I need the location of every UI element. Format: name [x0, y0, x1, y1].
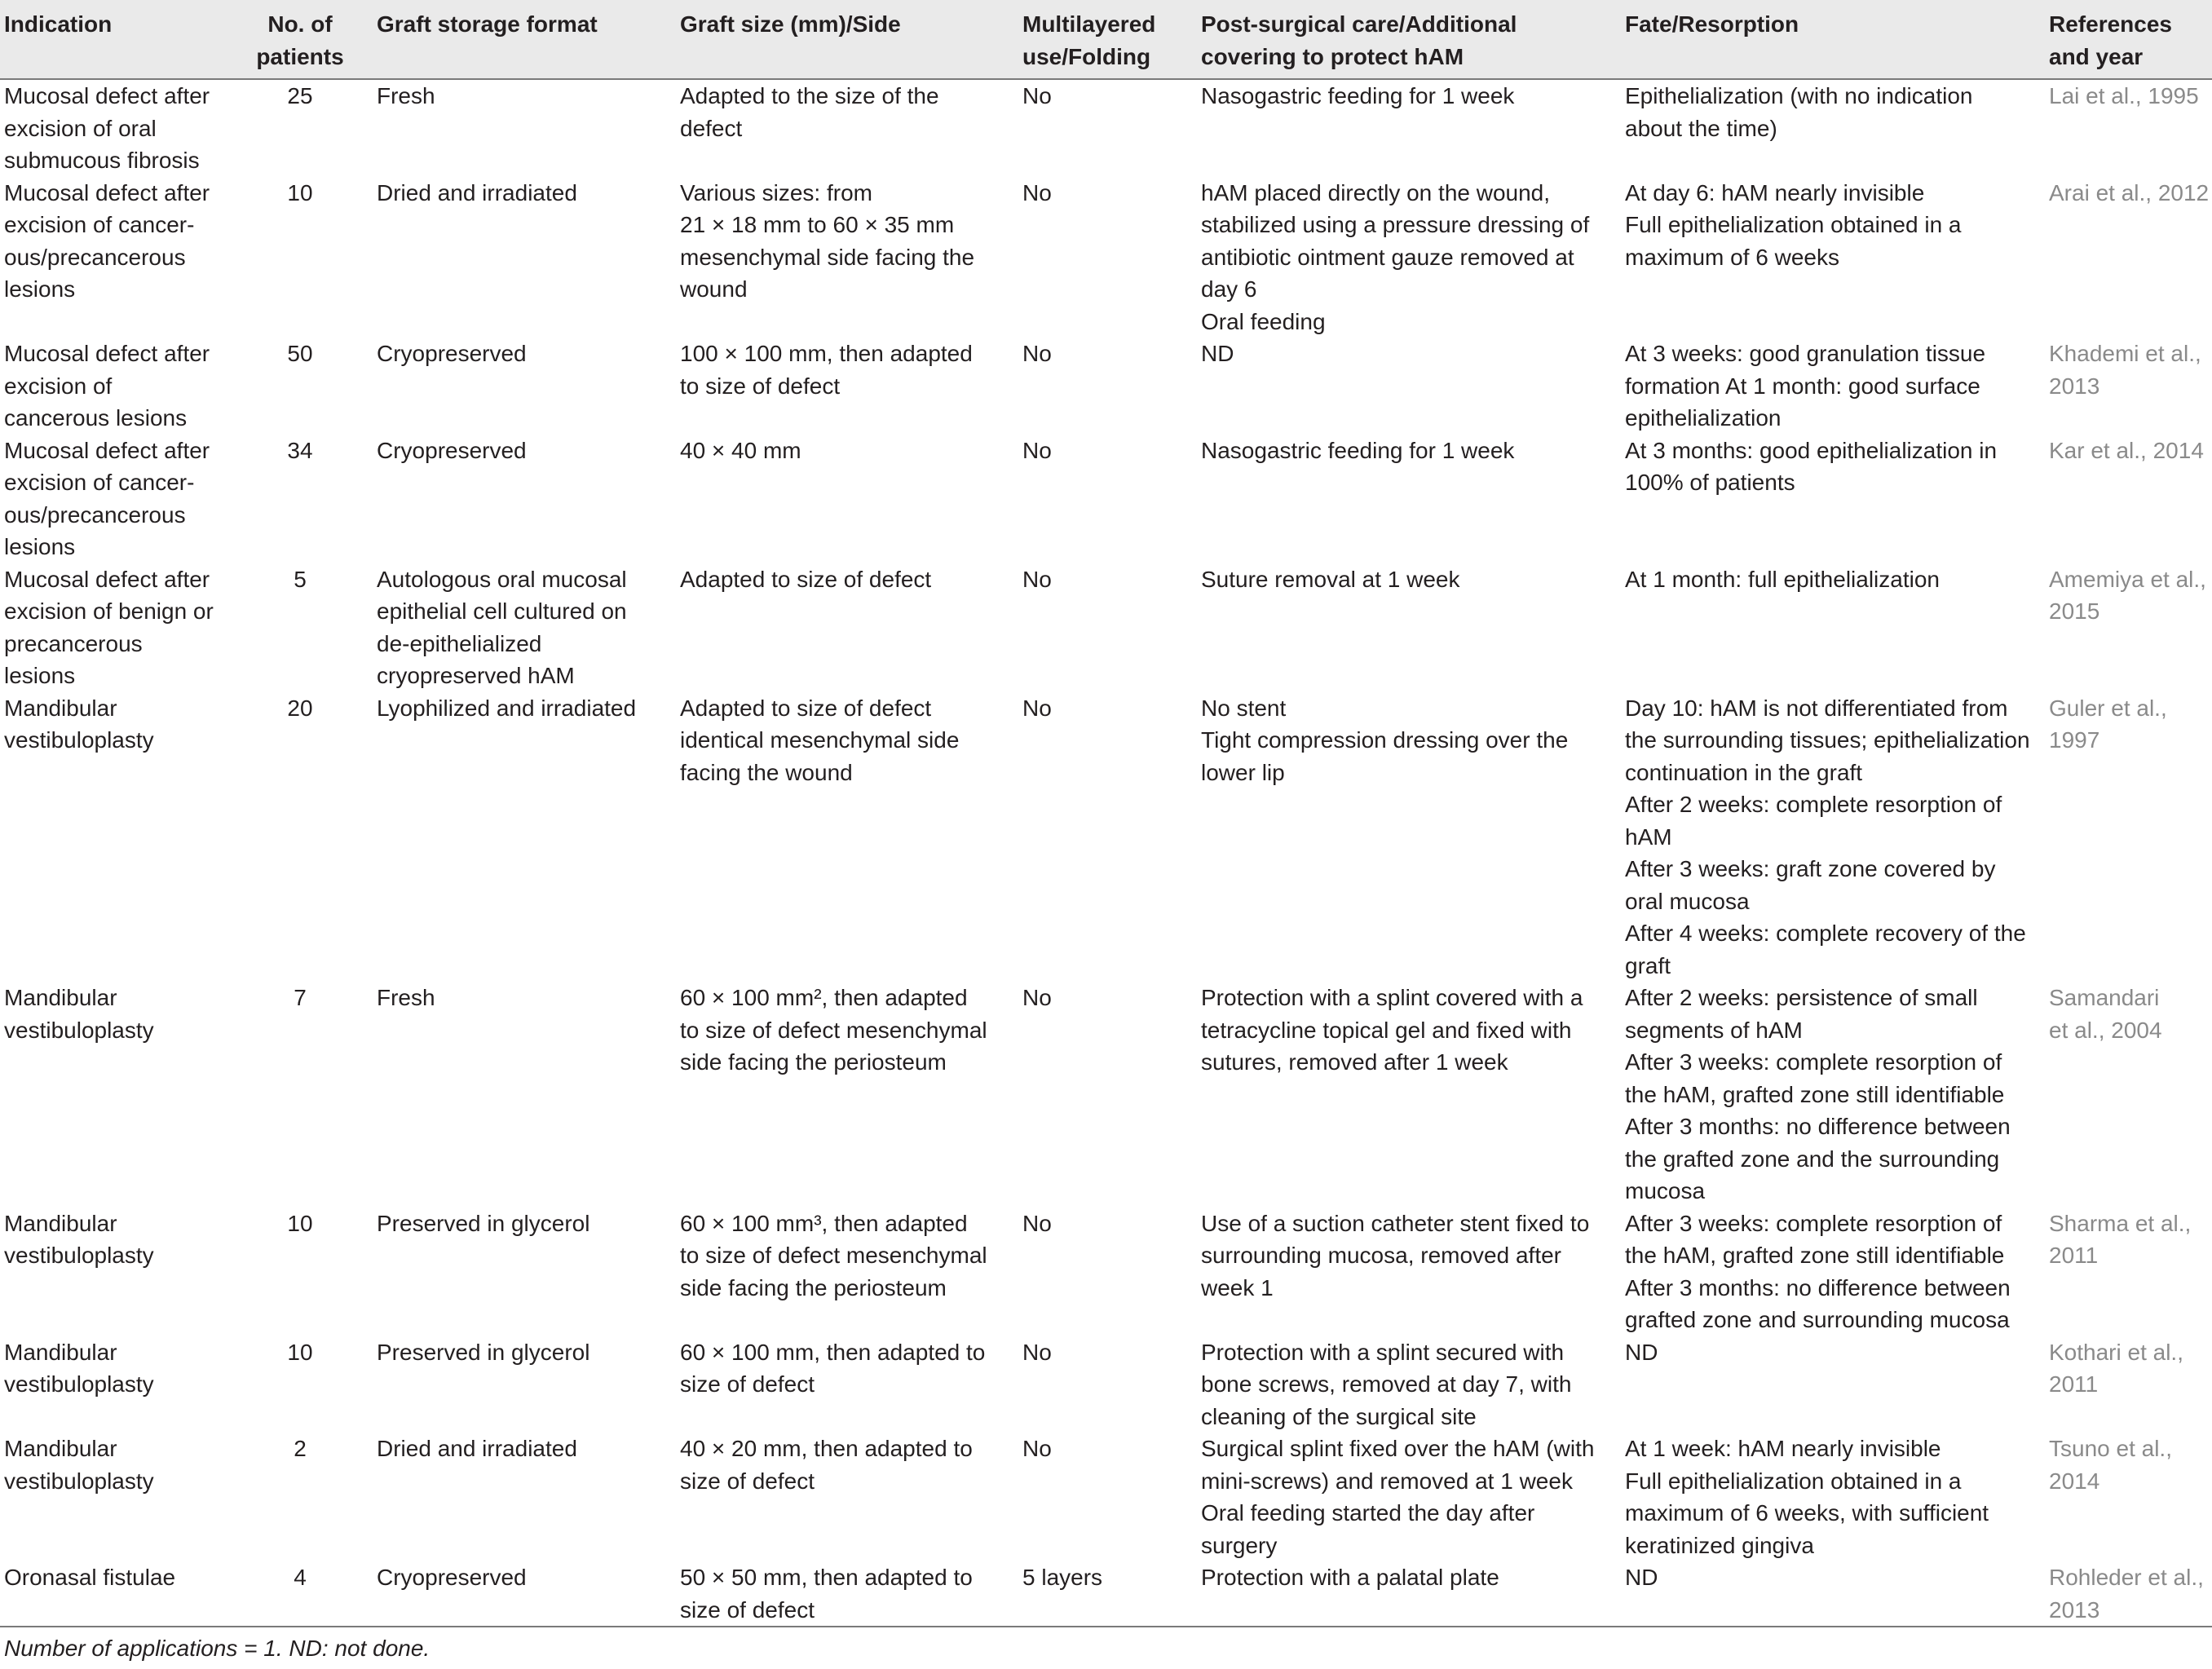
- cell-line: Oral feeding started the day after: [1201, 1500, 1535, 1526]
- cell-line: No: [1022, 179, 1052, 205]
- cell-multilayered: [1018, 1433, 1197, 1561]
- cell-post-surgical-care: [1197, 177, 1621, 338]
- cell-line: No: [1022, 437, 1052, 463]
- cell-line: et al., 2004: [2049, 1017, 2162, 1043]
- cell-line: Mucosal defect after: [4, 83, 210, 108]
- cell-line: No: [1022, 985, 1052, 1010]
- cell-storage-format: [373, 435, 676, 563]
- cell-reference: [2045, 563, 2212, 692]
- cell-line: precancerous: [4, 630, 143, 656]
- cell-line: lesions: [4, 276, 76, 302]
- cell-line: side facing the periosteum: [680, 1274, 947, 1300]
- cell-line: Samandari: [2049, 985, 2160, 1010]
- table-row: [0, 1433, 2212, 1561]
- cell-line: mini-screws) and removed at 1 week: [1201, 1468, 1573, 1494]
- cell-line: continuation in the graft: [1625, 759, 1863, 785]
- cell-patients: [227, 1208, 373, 1336]
- cell-indication: [0, 338, 227, 435]
- cell-line: mucosa: [1625, 1178, 1706, 1203]
- cell-reference: [2045, 1433, 2212, 1561]
- cell-line: grafted zone and surrounding mucosa: [1625, 1307, 2010, 1332]
- cell-line: At 3 months: good epithelialization in: [1625, 437, 1998, 463]
- cell-line: facing the wound: [680, 759, 853, 785]
- cell-line: formation At 1 month: good surface: [1625, 373, 1980, 399]
- cell-line: Multilayered: [1022, 11, 1156, 37]
- table-row: [0, 563, 2212, 692]
- cell-line: Dried and irradiated: [377, 179, 577, 205]
- table-footnote: Number of applications = 1. ND: not done.: [4, 1636, 430, 1661]
- cell-graft-size: [676, 177, 1018, 338]
- cell-line: Protection with a splint covered with a: [1201, 985, 1583, 1010]
- cell-line: lesions: [4, 663, 76, 688]
- cell-line: Preserved in glycerol: [377, 1339, 590, 1365]
- cell-line: After 3 weeks: complete resorption of: [1625, 1210, 2002, 1236]
- cell-indication: [0, 1433, 227, 1561]
- cell-storage-format: [373, 563, 676, 692]
- header-multilayered: [1018, 0, 1197, 79]
- cell-line: Protection with a palatal plate: [1201, 1565, 1499, 1590]
- cell-line: covering to protect hAM: [1201, 43, 1464, 69]
- cell-line: At 3 weeks: good granulation tissue: [1625, 341, 1986, 366]
- cell-line: excision of cancer-: [4, 470, 195, 495]
- cell-line: segments of hAM: [1625, 1017, 1803, 1043]
- cell-line: 2014: [2049, 1468, 2100, 1494]
- cell-line: lesions: [4, 534, 76, 559]
- cell-multilayered: [1018, 563, 1197, 692]
- cell-line: 5 layers: [1022, 1565, 1103, 1590]
- cell-line: 7: [294, 985, 307, 1010]
- cell-line: 5: [294, 566, 307, 592]
- cell-storage-format: [373, 1208, 676, 1336]
- cell-line: Tsuno et al.,: [2049, 1436, 2172, 1461]
- cell-graft-size: [676, 1208, 1018, 1336]
- cell-graft-size: [676, 1561, 1018, 1627]
- cell-post-surgical-care: [1197, 1336, 1621, 1433]
- cell-storage-format: [373, 982, 676, 1208]
- cell-fate-resorption: [1621, 177, 2045, 338]
- header-storage-format: [373, 0, 676, 79]
- cell-patients: [227, 1336, 373, 1433]
- cell-line: vestibuloplasty: [4, 1371, 154, 1397]
- cell-line: keratinized gingiva: [1625, 1532, 1814, 1558]
- cell-line: Protection with a splint secured with: [1201, 1339, 1565, 1365]
- cell-post-surgical-care: [1197, 79, 1621, 177]
- cell-line: Mandibular: [4, 1436, 117, 1461]
- cell-indication: [0, 692, 227, 982]
- cell-line: 60 × 100 mm³, then adapted: [680, 1210, 968, 1236]
- cell-line: the hAM, grafted zone still identifiable: [1625, 1081, 2005, 1107]
- cell-line: Mandibular: [4, 1339, 117, 1365]
- cell-line: Fate/Resorption: [1625, 11, 1799, 37]
- cell-line: 10: [287, 179, 313, 205]
- cell-line: 1997: [2049, 727, 2100, 753]
- cell-line: Full epithelialization obtained in a: [1625, 212, 1962, 237]
- cell-line: 10: [287, 1210, 313, 1236]
- cell-line: After 3 weeks: complete resorption of: [1625, 1049, 2002, 1075]
- cell-fate-resorption: [1621, 338, 2045, 435]
- cell-line: After 3 months: no difference between: [1625, 1274, 2011, 1300]
- cell-line: Day 10: hAM is not differentiated from: [1625, 695, 2008, 721]
- cell-line: Khademi et al.,: [2049, 341, 2201, 366]
- header-fate-resorption: [1621, 0, 2045, 79]
- cell-line: Use of a suction catheter stent fixed to: [1201, 1210, 1590, 1236]
- cell-line: bone screws, removed at day 7, with: [1201, 1371, 1572, 1397]
- cell-line: ND: [1625, 1339, 1658, 1365]
- cell-graft-size: [676, 692, 1018, 982]
- cell-line: No: [1022, 1339, 1052, 1365]
- header-indication: [0, 0, 227, 79]
- cell-line: 40 × 20 mm, then adapted to: [680, 1436, 973, 1461]
- cell-storage-format: [373, 1433, 676, 1561]
- cell-multilayered: [1018, 692, 1197, 982]
- cell-line: After 3 months: no difference between: [1625, 1114, 2011, 1139]
- cell-line: Mucosal defect after: [4, 437, 210, 463]
- table-row: [0, 435, 2212, 563]
- table-row: [0, 1561, 2212, 1627]
- cell-line: Cryopreserved: [377, 1565, 527, 1590]
- cell-storage-format: [373, 338, 676, 435]
- cell-line: Adapted to the size of the: [680, 83, 939, 108]
- cell-storage-format: [373, 79, 676, 177]
- cell-indication: [0, 563, 227, 692]
- cell-line: Epithelialization (with no indication: [1625, 83, 1973, 108]
- cell-indication: [0, 79, 227, 177]
- cell-line: cancerous lesions: [4, 405, 188, 430]
- cell-line: No: [1022, 695, 1052, 721]
- cell-line: use/Folding: [1022, 43, 1151, 69]
- cell-line: to size of defect mesenchymal: [680, 1017, 987, 1043]
- cell-line: 50: [287, 341, 313, 366]
- cell-reference: [2045, 1208, 2212, 1336]
- cell-line: tetracycline topical gel and fixed with: [1201, 1017, 1572, 1043]
- cell-line: and year: [2049, 43, 2144, 69]
- cell-line: 21 × 18 mm to 60 × 35 mm: [680, 212, 955, 237]
- cell-post-surgical-care: [1197, 435, 1621, 563]
- cell-line: Graft size (mm)/Side: [680, 11, 901, 37]
- cell-line: excision of benign or: [4, 598, 214, 624]
- cell-storage-format: [373, 177, 676, 338]
- cell-line: Lyophilized and irradiated: [377, 695, 637, 721]
- cell-line: cryopreserved hAM: [377, 663, 575, 688]
- cell-line: hAM: [1625, 823, 1672, 850]
- cell-line: After 2 weeks: complete resorption of: [1625, 792, 2002, 817]
- cell-line: surgery: [1201, 1532, 1278, 1558]
- cell-line: 100% of patients: [1625, 470, 1795, 495]
- cell-line: Mandibular: [4, 1210, 117, 1236]
- cell-multilayered: [1018, 435, 1197, 563]
- cell-indication: [0, 1336, 227, 1433]
- cell-line: Lai et al., 1995: [2049, 83, 2199, 108]
- cell-line: size of defect: [680, 1468, 815, 1494]
- cell-line: surrounding mucosa, removed after: [1201, 1243, 1561, 1268]
- cell-fate-resorption: [1621, 1561, 2045, 1627]
- cell-multilayered: [1018, 338, 1197, 435]
- cell-line: Cryopreserved: [377, 437, 527, 463]
- cell-line: Mucosal defect after: [4, 179, 210, 205]
- cell-line: patients: [256, 43, 344, 69]
- cell-line: No: [1022, 1436, 1052, 1461]
- cell-fate-resorption: [1621, 1433, 2045, 1561]
- table-row: [0, 338, 2212, 435]
- cell-line: 60 × 100 mm, then adapted to: [680, 1339, 986, 1365]
- cell-line: Kothari et al.,: [2049, 1339, 2183, 1365]
- cell-line: 20: [287, 695, 313, 721]
- cell-line: 40 × 40 mm: [680, 437, 801, 463]
- cell-line: Adapted to size of defect: [680, 695, 932, 721]
- header-reference: [2045, 0, 2212, 79]
- cell-indication: [0, 435, 227, 563]
- cell-reference: [2045, 1336, 2212, 1433]
- cell-line: 2015: [2049, 598, 2100, 624]
- cell-line: vestibuloplasty: [4, 1468, 154, 1494]
- cell-line: identical mesenchymal side: [680, 727, 960, 753]
- cell-line: week 1: [1201, 1274, 1274, 1300]
- cell-graft-size: [676, 1336, 1018, 1433]
- cell-line: epithelial cell cultured on: [377, 598, 627, 624]
- cell-line: 34: [287, 437, 313, 463]
- cell-indication: [0, 1561, 227, 1627]
- cell-line: Dried and irradiated: [377, 1436, 577, 1461]
- cell-line: References: [2049, 11, 2172, 37]
- cell-post-surgical-care: [1197, 692, 1621, 982]
- cell-reference: [2045, 338, 2212, 435]
- cell-line: Fresh: [377, 985, 435, 1010]
- cell-line: mesenchymal side facing the: [680, 244, 975, 270]
- cell-line: Oral feeding: [1201, 308, 1326, 334]
- cell-patients: [227, 563, 373, 692]
- cell-line: Mandibular: [4, 695, 117, 721]
- cell-post-surgical-care: [1197, 563, 1621, 692]
- cell-line: 2011: [2049, 1243, 2099, 1268]
- cell-graft-size: [676, 79, 1018, 177]
- cell-line: the hAM, grafted zone still identifiable: [1625, 1243, 2005, 1268]
- cell-line: ous/precancerous: [4, 244, 186, 270]
- cell-patients: [227, 1561, 373, 1627]
- cell-multilayered: [1018, 1561, 1197, 1627]
- cell-line: lower lip: [1201, 759, 1285, 785]
- cell-line: vestibuloplasty: [4, 1017, 154, 1043]
- cell-post-surgical-care: [1197, 982, 1621, 1208]
- cell-line: Cryopreserved: [377, 341, 527, 366]
- cell-line: 25: [287, 83, 313, 108]
- cell-line: wound: [680, 276, 748, 302]
- cell-multilayered: [1018, 1208, 1197, 1336]
- cell-line: side facing the periosteum: [680, 1049, 947, 1075]
- cell-line: 2011: [2049, 1371, 2099, 1397]
- cell-line: No: [1022, 341, 1052, 366]
- cell-line: ous/precancerous: [4, 501, 186, 528]
- table-row: [0, 1336, 2212, 1433]
- cell-graft-size: [676, 982, 1018, 1208]
- cell-patients: [227, 982, 373, 1208]
- cell-indication: [0, 177, 227, 338]
- cell-patients: [227, 1433, 373, 1561]
- cell-line: After 2 weeks: persistence of small: [1625, 985, 1978, 1010]
- cell-post-surgical-care: [1197, 1208, 1621, 1336]
- cell-line: At 1 month: full epithelialization: [1625, 566, 1940, 592]
- cell-line: Mucosal defect after: [4, 341, 210, 366]
- cell-line: 100 × 100 mm, then adapted: [680, 341, 973, 366]
- cell-line: ND: [1625, 1565, 1658, 1590]
- table-header-row: [0, 0, 2212, 79]
- header-patients: [227, 0, 373, 79]
- cell-line: No. of: [267, 11, 333, 37]
- cell-fate-resorption: [1621, 79, 2045, 177]
- cell-line: antibiotic ointment gauze removed at: [1201, 244, 1574, 270]
- cell-line: 60 × 100 mm², then adapted: [680, 985, 968, 1010]
- cell-line: Surgical splint fixed over the hAM (with: [1201, 1436, 1595, 1461]
- cell-line: Indication: [4, 11, 113, 37]
- cell-line: defect: [680, 115, 743, 141]
- table-row: [0, 692, 2212, 982]
- table-body: [0, 79, 2212, 1627]
- cell-fate-resorption: [1621, 563, 2045, 692]
- cell-line: After 4 weeks: complete recovery of the: [1625, 921, 2026, 946]
- cell-line: No: [1022, 1210, 1052, 1236]
- cell-multilayered: [1018, 982, 1197, 1208]
- cell-line: Amemiya et al.,: [2049, 566, 2206, 592]
- cell-fate-resorption: [1621, 982, 2045, 1208]
- cell-line: day 6: [1201, 276, 1257, 302]
- cell-line: size of defect: [680, 1596, 815, 1623]
- cell-line: hAM placed directly on the wound,: [1201, 179, 1551, 205]
- cell-storage-format: [373, 692, 676, 982]
- cell-line: Arai et al., 2012: [2049, 179, 2210, 205]
- cell-line: to size of defect mesenchymal: [680, 1243, 987, 1268]
- cell-line: excision of cancer-: [4, 212, 195, 237]
- cell-line: 2013: [2049, 373, 2100, 399]
- cell-multilayered: [1018, 79, 1197, 177]
- cell-line: Full epithelialization obtained in a: [1625, 1468, 1962, 1494]
- cell-line: Adapted to size of defect: [680, 566, 932, 592]
- cell-line: graft: [1625, 952, 1671, 978]
- cell-graft-size: [676, 338, 1018, 435]
- cell-post-surgical-care: [1197, 338, 1621, 435]
- cell-line: No stent: [1201, 695, 1287, 721]
- cell-line: Various sizes: from: [680, 179, 872, 205]
- cell-line: No: [1022, 566, 1052, 592]
- cell-reference: [2045, 692, 2212, 982]
- cell-indication: [0, 1208, 227, 1336]
- cell-line: 2: [294, 1436, 307, 1461]
- cell-line: After 3 weeks: graft zone covered by: [1625, 856, 1996, 881]
- cell-graft-size: [676, 435, 1018, 563]
- cell-line: Autologous oral mucosal: [377, 566, 627, 592]
- cell-line: No: [1022, 83, 1052, 108]
- cell-line: stabilized using a pressure dressing of: [1201, 212, 1590, 237]
- cell-reference: [2045, 982, 2212, 1208]
- cell-patients: [227, 177, 373, 338]
- cell-line: Mucosal defect after: [4, 566, 210, 592]
- cell-line: At day 6: hAM nearly invisible: [1625, 179, 1925, 205]
- cell-reference: [2045, 79, 2212, 177]
- cell-indication: [0, 982, 227, 1208]
- table-row: [0, 982, 2212, 1208]
- cell-line: size of defect: [680, 1371, 815, 1397]
- cell-graft-size: [676, 1433, 1018, 1561]
- cell-fate-resorption: [1621, 692, 2045, 982]
- cell-line: Oronasal fistulae: [4, 1565, 176, 1590]
- cell-line: oral mucosa: [1625, 888, 1750, 914]
- cell-line: Mandibular: [4, 985, 117, 1010]
- cell-line: de-epithelialized: [377, 630, 542, 656]
- table-row: [0, 1208, 2212, 1336]
- cell-line: Guler et al.,: [2049, 695, 2167, 721]
- cell-line: to size of defect: [680, 373, 841, 399]
- cell-line: the surrounding tissues; epithelialization: [1625, 727, 2030, 753]
- cell-line: submucous fibrosis: [4, 148, 200, 173]
- cell-line: Rohleder et al.,: [2049, 1565, 2204, 1590]
- header-graft-size: [676, 0, 1018, 79]
- cell-line: the grafted zone and the surrounding: [1625, 1146, 2000, 1172]
- cell-line: about the time): [1625, 115, 1777, 141]
- cell-line: Preserved in glycerol: [377, 1210, 590, 1236]
- cell-line: sutures, removed after 1 week: [1201, 1049, 1508, 1075]
- cell-line: Tight compression dressing over the: [1201, 727, 1569, 753]
- cell-line: vestibuloplasty: [4, 1243, 154, 1268]
- cell-post-surgical-care: [1197, 1561, 1621, 1627]
- header-post-surgical-care: [1197, 0, 1621, 79]
- cell-patients: [227, 435, 373, 563]
- cell-post-surgical-care: [1197, 1433, 1621, 1561]
- cell-fate-resorption: [1621, 1336, 2045, 1433]
- cell-graft-size: [676, 563, 1018, 692]
- cell-line: Kar et al., 2014: [2049, 437, 2204, 463]
- table-row: [0, 177, 2212, 338]
- cell-line: 50 × 50 mm, then adapted to: [680, 1565, 973, 1590]
- cell-line: maximum of 6 weeks: [1625, 244, 1839, 270]
- cell-line: 4: [294, 1565, 307, 1590]
- cell-line: Suture removal at 1 week: [1201, 566, 1460, 592]
- cell-fate-resorption: [1621, 435, 2045, 563]
- cell-line: excision of: [4, 373, 113, 399]
- cell-storage-format: [373, 1336, 676, 1433]
- cell-line: vestibuloplasty: [4, 727, 154, 753]
- cell-patients: [227, 338, 373, 435]
- table-row: [0, 79, 2212, 177]
- cell-multilayered: [1018, 177, 1197, 338]
- cell-line: maximum of 6 weeks, with sufficient: [1625, 1500, 1989, 1526]
- cell-reference: [2045, 435, 2212, 563]
- cell-line: Post-surgical care/Additional: [1201, 11, 1517, 37]
- cell-fate-resorption: [1621, 1208, 2045, 1336]
- cell-line: Graft storage format: [377, 11, 598, 37]
- cell-line: Sharma et al.,: [2049, 1210, 2192, 1236]
- cell-patients: [227, 79, 373, 177]
- cell-line: 10: [287, 1339, 313, 1365]
- cell-line: 2013: [2049, 1596, 2100, 1623]
- cell-line: ND: [1201, 341, 1234, 366]
- cell-line: Fresh: [377, 83, 435, 108]
- cell-storage-format: [373, 1561, 676, 1627]
- cell-multilayered: [1018, 1336, 1197, 1433]
- cell-line: excision of oral: [4, 115, 157, 141]
- cell-line: epithelialization: [1625, 405, 1782, 430]
- cell-line: cleaning of the surgical site: [1201, 1403, 1477, 1429]
- cell-reference: [2045, 177, 2212, 338]
- cell-line: Nasogastric feeding for 1 week: [1201, 83, 1515, 108]
- cell-patients: [227, 692, 373, 982]
- cell-line: Nasogastric feeding for 1 week: [1201, 437, 1515, 463]
- cell-line: At 1 week: hAM nearly invisible: [1625, 1436, 1941, 1461]
- cell-reference: [2045, 1561, 2212, 1627]
